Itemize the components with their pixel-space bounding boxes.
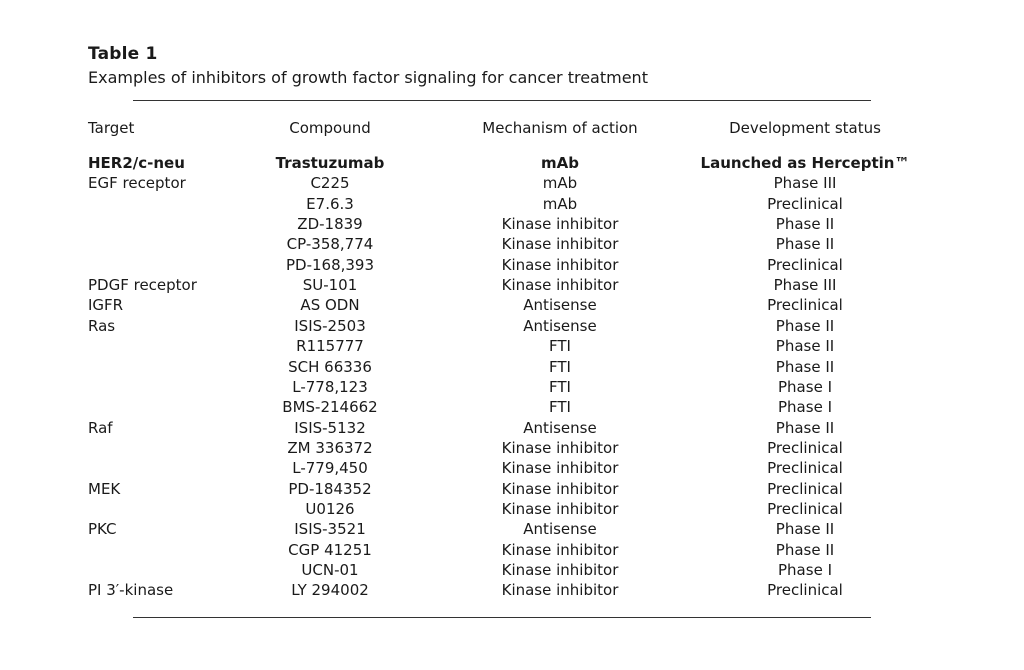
- cell-compound: PD-184352: [288, 479, 372, 498]
- cell-status: Phase II: [775, 215, 835, 234]
- table-row: [0, 418, 1024, 438]
- table-row: [0, 479, 1024, 499]
- cell-compound: R115777: [296, 337, 364, 356]
- cell-status: Phase II: [775, 357, 835, 376]
- cell-target: PDGF receptor: [88, 276, 197, 295]
- cell-mechanism: FTI: [549, 398, 571, 417]
- cell-target: PKC: [88, 520, 117, 539]
- table-row: [0, 173, 1024, 193]
- cell-mechanism: Kinase inhibitor: [501, 255, 619, 274]
- table-caption: Examples of inhibitors of growth factor signaling for cancer treatment: [88, 68, 648, 87]
- header-compound: Compound: [289, 119, 371, 137]
- cell-status: Phase III: [773, 174, 837, 193]
- cell-compound: BMS-214662: [282, 398, 378, 417]
- cell-mechanism: Kinase inhibitor: [501, 479, 619, 498]
- cell-target: PI 3′-kinase: [88, 581, 174, 600]
- cell-compound: L-778,123: [292, 377, 368, 396]
- table-row: [0, 357, 1024, 377]
- cell-mechanism: Kinase inhibitor: [501, 215, 619, 234]
- cell-compound: U0126: [305, 499, 355, 518]
- cell-mechanism: Antisense: [523, 520, 597, 539]
- cell-mechanism: Antisense: [523, 296, 597, 315]
- cell-status: Phase I: [778, 377, 832, 396]
- table-row: [0, 295, 1024, 315]
- table-row: [0, 255, 1024, 275]
- cell-status: Phase II: [775, 520, 835, 539]
- cell-status: Phase II: [775, 235, 835, 254]
- table-row: [0, 458, 1024, 478]
- cell-target: HER2/c-neu: [88, 154, 185, 172]
- cell-target: Ras: [88, 316, 116, 335]
- cell-status: Preclinical: [767, 438, 843, 457]
- cell-mechanism: Kinase inhibitor: [501, 235, 619, 254]
- cell-mechanism: Kinase inhibitor: [501, 581, 619, 600]
- cell-compound: CP-358,774: [286, 235, 374, 254]
- cell-compound: ZD-1839: [297, 215, 363, 234]
- cell-target: Raf: [88, 418, 113, 437]
- header-target: Target: [88, 119, 135, 137]
- table-row: [0, 377, 1024, 397]
- cell-status: Phase II: [775, 418, 835, 437]
- table-row: [0, 336, 1024, 356]
- cell-status: Preclinical: [767, 296, 843, 315]
- cell-mechanism: FTI: [549, 377, 571, 396]
- cell-compound: C225: [310, 174, 350, 193]
- cell-compound: SCH 66336: [288, 357, 372, 376]
- cell-compound: UCN-01: [301, 561, 359, 579]
- cell-status: Preclinical: [767, 581, 843, 600]
- table-label: Table 1: [88, 44, 158, 64]
- cell-mechanism: Kinase inhibitor: [501, 561, 619, 579]
- header-status: Development status: [729, 119, 881, 137]
- cell-compound: ZM 336372: [287, 438, 373, 457]
- cell-target: MEK: [88, 479, 121, 498]
- table-row: [0, 580, 1024, 600]
- table-row: [0, 214, 1024, 234]
- cell-status: Preclinical: [767, 499, 843, 518]
- cell-compound: SU-101: [302, 276, 358, 295]
- cell-compound: E7.6.3: [306, 194, 354, 213]
- cell-compound: ISIS-5132: [294, 418, 366, 437]
- table-row: [0, 519, 1024, 539]
- cell-status: Launched as Herceptin™: [700, 154, 910, 172]
- table-row: [0, 397, 1024, 417]
- cell-mechanism: mAb: [541, 154, 579, 172]
- cell-compound: LY 294002: [291, 581, 369, 600]
- cell-compound: PD-168,393: [285, 255, 375, 274]
- table-row: [0, 275, 1024, 295]
- cell-status: Phase III: [773, 276, 837, 295]
- cell-status: Phase I: [778, 398, 832, 417]
- cell-target: EGF receptor: [88, 174, 186, 193]
- cell-mechanism: mAb: [542, 174, 578, 193]
- cell-status: Preclinical: [767, 194, 843, 213]
- cell-mechanism: Kinase inhibitor: [501, 540, 619, 559]
- cell-mechanism: mAb: [542, 194, 578, 213]
- table-row: [0, 560, 1024, 580]
- cell-compound: ISIS-3521: [294, 520, 366, 539]
- table-row: [0, 438, 1024, 458]
- cell-status: Phase I: [778, 561, 832, 579]
- cell-mechanism: Kinase inhibitor: [501, 459, 619, 478]
- bottom-rule: [133, 617, 871, 618]
- header-mechanism: Mechanism of action: [482, 119, 638, 137]
- table-row: [0, 234, 1024, 254]
- table-header-row: [0, 118, 1024, 138]
- cell-status: Preclinical: [767, 255, 843, 274]
- cell-compound: AS ODN: [300, 296, 360, 315]
- cell-mechanism: FTI: [549, 357, 571, 376]
- cell-mechanism: Antisense: [523, 316, 597, 335]
- cell-compound: Trastuzumab: [275, 154, 385, 172]
- table-row: [0, 194, 1024, 214]
- cell-mechanism: Antisense: [523, 418, 597, 437]
- cell-status: Phase II: [775, 337, 835, 356]
- table-row: [0, 540, 1024, 560]
- top-rule: [133, 100, 871, 101]
- cell-target: IGFR: [88, 296, 124, 315]
- cell-mechanism: Kinase inhibitor: [501, 438, 619, 457]
- cell-mechanism: Kinase inhibitor: [501, 499, 619, 518]
- cell-compound: L-779,450: [292, 459, 368, 478]
- cell-status: Phase II: [775, 540, 835, 559]
- cell-status: Phase II: [775, 316, 835, 335]
- cell-compound: ISIS-2503: [294, 316, 366, 335]
- cell-mechanism: Kinase inhibitor: [501, 276, 619, 295]
- table-row: [0, 499, 1024, 519]
- cell-compound: CGP 41251: [288, 540, 372, 559]
- table-row: [0, 316, 1024, 336]
- cell-mechanism: FTI: [549, 337, 571, 356]
- cell-status: Preclinical: [767, 459, 843, 478]
- cell-status: Preclinical: [767, 479, 843, 498]
- table-row: [0, 153, 1024, 173]
